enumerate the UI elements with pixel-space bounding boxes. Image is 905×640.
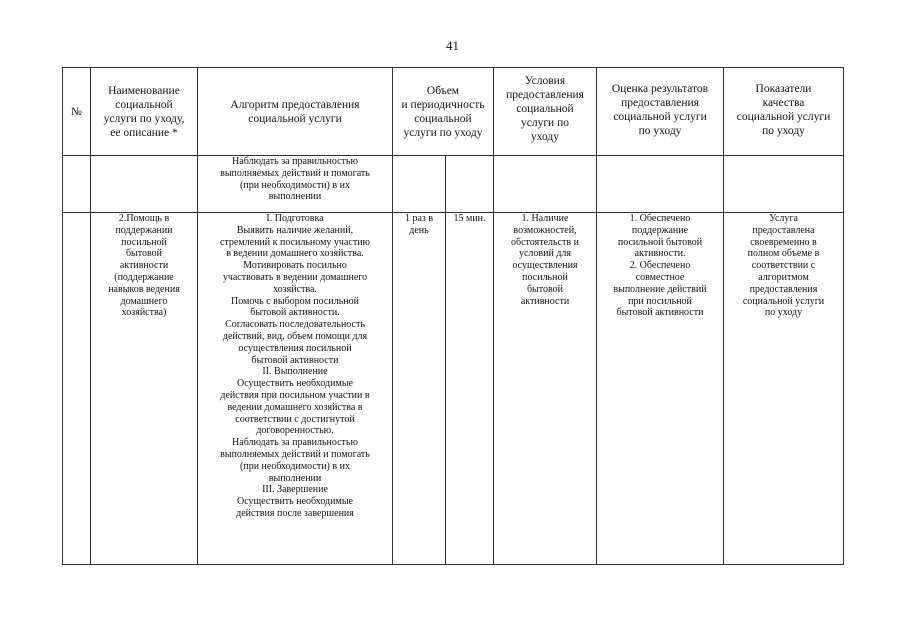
table-row	[63, 213, 844, 565]
header-conditions: Условия предоставления социальной услуги по уходу	[494, 68, 597, 156]
header-num: №	[63, 68, 91, 156]
table-row	[63, 156, 844, 213]
header-name: Наименование социальной услуги по уходу, ее описание *	[91, 68, 198, 156]
service-algorithm: I. Подготовка Выявить наличие желаний, стремлений к посильному участию в ведении домашнего хозяйства. Мотивировать посильно участвовать в ведении домашнего хозяйства. Помочь с выбором посильной бытовой активности. Согласовать последовательность действий, вид, объем помощи для осуществления посильной бытовой активности II. Выполнение Осуществить необходимые действия при посильном участии в ведении домашнего хозяйства в соответствии с достигнутой договоренностью. Наблюдать за правильностью выполняемых действий и помогать (при необходимости) в их выполнении III. Завершение Осуществить необходимые действия после завершения	[198, 213, 393, 565]
header-algorithm: Алгоритм предоставления социальной услуги	[198, 68, 393, 156]
row-a-algorithm: Наблюдать за правильностью выполняемых действий и помогать (при необходимости) в их выполнении	[198, 156, 393, 213]
header-row	[63, 68, 844, 156]
row-a-name	[91, 156, 198, 213]
row-a-conditions	[494, 156, 597, 213]
row-b-num	[63, 213, 91, 565]
row-a-quality	[724, 156, 844, 213]
row-a-num	[63, 156, 91, 213]
service-name: 2.Помощь в поддержании посильной бытовой активности (поддержание навыков ведения домашнего хозяйства)	[91, 213, 198, 565]
services-table	[62, 67, 844, 565]
row-a-duration	[446, 156, 494, 213]
row-a-frequency	[393, 156, 446, 213]
header-quality: Показатели качества социальной услуги по уходу	[724, 68, 844, 156]
row-a-evaluation	[597, 156, 724, 213]
service-quality: Услуга предоставлена своевременно в полном объеме в соответствии с алгоритмом предоставления социальной услуги по уходу	[724, 213, 844, 565]
header-volume: Объем и периодичность социальной услуги по уходу	[393, 68, 494, 156]
header-evaluation: Оценка результатов предоставления социальной услуги по уходу	[597, 68, 724, 156]
service-frequency: 1 раз в день	[393, 213, 446, 565]
page-number: 41	[446, 38, 459, 53]
service-duration: 15 мин.	[446, 213, 494, 565]
service-evaluation: 1. Обеспечено поддержание посильной бытовой активности. 2. Обеспечено совместное выполнение действий при посильной бытовой активности	[597, 213, 724, 565]
service-conditions: 1. Наличие возможностей, обстоятельств и условий для осуществления посильной бытовой активности	[494, 213, 597, 565]
